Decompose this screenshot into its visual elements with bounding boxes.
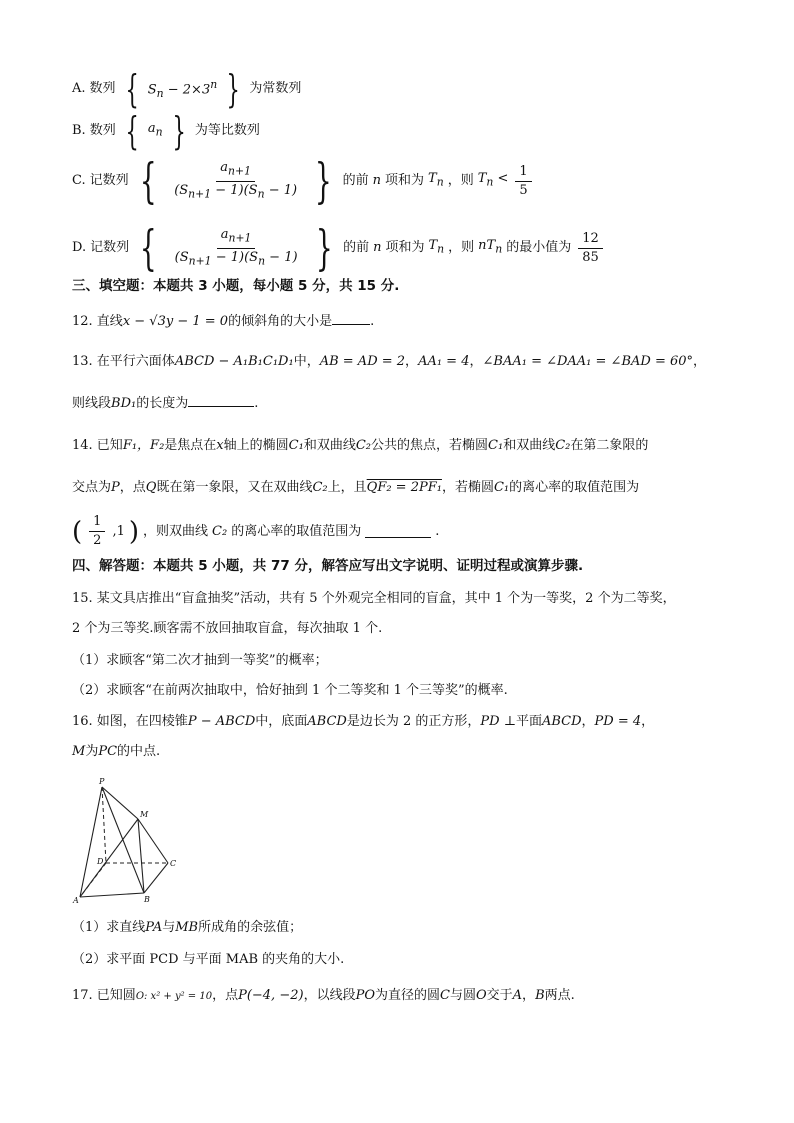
option-d-post: 的最小值为 — [506, 240, 572, 255]
q12-pre: 12. 直线 — [72, 314, 123, 329]
q17-circle-eq: O: x² + y² = 10 — [135, 991, 213, 1002]
label-b: B — [144, 895, 150, 904]
q14-foci: F₁，F₂ — [122, 438, 165, 453]
q14-answer-blank[interactable] — [365, 525, 431, 538]
q14-b: 是焦点在 — [164, 438, 217, 453]
option-d-t: $T_n$ — [428, 238, 445, 256]
q14-vector-eq: QF₂ = 2PF₁ — [366, 480, 442, 495]
option-d-nt: $nT_n$ — [478, 238, 503, 256]
q16-pa: PA — [145, 920, 163, 935]
option-a-post: 为常数列 — [249, 81, 302, 96]
question-13-line-2 — [72, 394, 258, 414]
option-c-bound: $\frac{1}{5}$ — [515, 164, 531, 199]
left-brace-icon: { — [125, 109, 139, 153]
q14-l2-c: 既在第一象限，又在双曲线 — [156, 480, 313, 495]
label-p: P — [99, 777, 105, 786]
q16-p1-c: 所成角的余弦值； — [198, 920, 303, 935]
label-a: A — [73, 896, 79, 905]
option-d-mid: 的前 — [343, 240, 370, 255]
option-c-mid2: 项和为 — [385, 173, 425, 188]
section-heading-solutions: 四、解答题：本题共 5 小题，共 77 分，解答应写出文字说明、证明过程或演算步骤. — [72, 558, 584, 574]
question-16-line-1 — [72, 712, 654, 732]
option-c-n: n — [372, 173, 382, 188]
q16-l2-a: 为 — [85, 744, 99, 759]
q16-a: 中，底面 — [255, 714, 308, 729]
q16-c: 平面 — [515, 714, 542, 729]
q14-q: Q — [145, 480, 157, 495]
option-b — [72, 109, 260, 153]
q14-g: 在第二象限的 — [570, 438, 649, 453]
pyramid-diagram — [72, 775, 192, 905]
q14-x: x — [216, 438, 224, 453]
left-brace-icon: { — [124, 67, 139, 111]
right-brace-icon: } — [314, 153, 332, 209]
q13-answer-blank[interactable] — [188, 394, 254, 407]
q14-l3-c2: C₂ — [212, 523, 228, 539]
q13-ab-ad: AB = AD = 2 — [319, 354, 406, 369]
label-m: M — [140, 810, 149, 819]
q14-c1: C₁ — [288, 438, 304, 453]
q14-c1b: C₁ — [488, 438, 504, 453]
q13-sep-2: ， — [469, 354, 483, 369]
question-14-line-2 — [72, 478, 639, 498]
q14-l3-end: . — [435, 523, 440, 539]
option-d-fraction: $\frac{a_{n+1}}{(S_{n+1} - 1)(S_n - 1)}$ — [174, 226, 298, 268]
q17-point: P(−4, −2) — [238, 988, 304, 1003]
left-brace-icon: { — [139, 220, 157, 276]
question-15-part-1: （1）求顾客“第二次才抽到一等奖”的概率； — [72, 653, 328, 668]
q14-c2: C₂ — [355, 438, 372, 453]
q16-p1-a: （1）求直线 — [72, 920, 146, 935]
option-b-post: 为等比数列 — [194, 123, 260, 138]
q13-aa1: AA₁ = 4 — [418, 354, 470, 369]
q14-l2-f: 的离心率的取值范围为 — [509, 480, 640, 495]
q14-l2-c1: C₁ — [493, 480, 510, 495]
q14-l2-b: ，点 — [119, 480, 146, 495]
option-b-math: $a_n$ — [147, 121, 163, 139]
q14-f2: 和双曲线 — [503, 438, 556, 453]
q14-l3-b: 的离心率的取值范围为 — [231, 523, 362, 539]
q14-range-fraction: $\frac{1}{2}$ — [89, 514, 105, 549]
option-b-pre: 数列 — [89, 123, 116, 138]
q16-m: M — [72, 744, 86, 759]
section-heading-fill-in: 三、填空题：本题共 3 小题，每小题 5 分，共 15 分. — [72, 278, 400, 294]
q13-l2-pre: 则线段 — [72, 396, 112, 411]
q16-pd: PD = 4 — [594, 714, 642, 729]
option-c — [72, 153, 535, 209]
option-d-n: n — [373, 240, 382, 255]
q16-pre: 16. 如图，在四棱锥 — [72, 714, 188, 729]
q17-d: 与圆 — [449, 988, 476, 1003]
left-paren-icon: ( — [72, 516, 83, 547]
q16-pc: PC — [98, 744, 118, 759]
question-14-line-1 — [72, 436, 648, 456]
q16-pyramid: P − ABCD — [187, 714, 256, 729]
q13-l2-post: 的长度为 — [136, 396, 189, 411]
question-15-line-2: 2 个为三等奖.顾客需不放回抽取盲盒，每次抽取 1 个. — [72, 621, 383, 636]
label-c: C — [170, 859, 177, 868]
q17-c: 为直径的圆 — [374, 988, 440, 1003]
q13-angles: ∠BAA₁ = ∠DAA₁ = ∠BAD = 60° — [482, 354, 694, 369]
q13-mid: 中， — [293, 354, 320, 369]
option-c-mid: 的前 — [342, 173, 369, 188]
q17-b: ，以线段 — [303, 988, 356, 1003]
q16-l2-b: 的中点. — [117, 744, 161, 759]
q14-pre: 14. 已知 — [72, 438, 123, 453]
q14-p: P — [111, 480, 120, 495]
option-a-pre: 数列 — [89, 81, 116, 96]
option-c-t2: $T_n$ < — [477, 171, 509, 189]
q14-l2-c2: C₂ — [312, 480, 328, 495]
q14-c: 轴上的椭圆 — [223, 438, 289, 453]
q12-answer-blank[interactable] — [332, 312, 370, 325]
q17-po: PO — [355, 988, 375, 1003]
q17-o: O — [475, 988, 487, 1003]
q14-l2-a: 交点为 — [72, 480, 112, 495]
q16-p1-b: 与 — [162, 920, 176, 935]
q16-d: ， — [581, 714, 595, 729]
q13-bd1: BD₁ — [111, 396, 137, 411]
q17-A: A — [512, 988, 523, 1003]
q16-e: ， — [641, 714, 655, 729]
right-brace-icon: } — [315, 220, 333, 276]
option-d-comma: ，则 — [448, 240, 475, 255]
label-d: D — [97, 857, 104, 866]
option-d-mid2: 项和为 — [385, 240, 425, 255]
question-12 — [72, 312, 374, 332]
q14-l2-d: 上，且 — [327, 480, 367, 495]
right-brace-icon: } — [172, 109, 186, 153]
q17-cc: C — [440, 988, 450, 1003]
option-a-math: $S_n - 2\times 3^n$ — [147, 77, 218, 100]
option-c-pre: 记数列 — [89, 173, 129, 188]
question-15-line-1: 15. 某文具店推出“盲盒抽奖”活动，共有 5 个外观完全相同的盲盒，其中 1 个为一等奖，2 个为二等奖， — [72, 591, 676, 606]
option-a — [72, 67, 302, 111]
q17-a: ，点 — [212, 988, 239, 1003]
option-c-t: $T_n$ — [428, 171, 444, 189]
q16-mb: MB — [175, 920, 199, 935]
q14-c2b: C₂ — [555, 438, 571, 453]
q17-B: B — [535, 988, 545, 1003]
q17-f: ， — [522, 988, 536, 1003]
q12-post: 的倾斜角的大小是 — [228, 314, 333, 329]
option-c-fraction: $\frac{a_{n+1}}{(S_{n+1} - 1)(S_n - 1)}$ — [174, 159, 298, 201]
question-16-part-2: （2）求平面 PCD 与平面 MAB 的夹角的大小. — [72, 952, 345, 967]
q16-base: ABCD — [307, 714, 347, 729]
q13-sep: ， — [405, 354, 419, 369]
question-16-line-2 — [72, 742, 160, 762]
q16-perp: PD ⊥ — [480, 714, 516, 729]
q17-e: 交于 — [486, 988, 513, 1003]
q14-l3-a: ，则双曲线 — [143, 523, 209, 539]
pyramid-figure — [72, 775, 192, 909]
left-brace-icon: { — [139, 153, 157, 209]
question-15-part-2: （2）求顾客“在前两次抽取中，恰好抽到 1 个二等奖和 1 个三等奖”的概率. — [72, 683, 508, 698]
right-paren-icon: ) — [128, 516, 139, 547]
q14-d: 和双曲线 — [303, 438, 356, 453]
option-a-label: A. — [72, 81, 86, 96]
question-14-line-3 — [72, 514, 439, 549]
q16-b: 是边长为 2 的正方形， — [346, 714, 481, 729]
question-16-part-1 — [72, 918, 302, 938]
option-c-label: C. — [72, 173, 86, 188]
option-d-min: $\frac{12}{85}$ — [578, 231, 603, 266]
q16-plane: ABCD — [541, 714, 582, 729]
q13-pre: 13. 在平行六面体 — [72, 354, 175, 369]
option-b-label: B. — [72, 123, 86, 138]
q13-sep-3: ， — [693, 354, 707, 369]
option-d-pre: 记数列 — [90, 240, 130, 255]
question-17 — [72, 986, 575, 1007]
q17-pre: 17. 已知圆 — [72, 988, 136, 1003]
q13-solid: ABCD − A₁B₁C₁D₁ — [174, 354, 294, 369]
option-d-label: D. — [72, 240, 87, 255]
q12-end: . — [370, 314, 375, 329]
option-c-comma: ，则 — [447, 173, 474, 188]
option-d — [72, 220, 606, 276]
q14-e: 公共的焦点，若椭圆 — [371, 438, 489, 453]
right-brace-icon: } — [226, 67, 240, 111]
q14-l2-e: ，若椭圆 — [441, 480, 494, 495]
question-13-line-1 — [72, 352, 706, 372]
q13-l2-end: . — [254, 396, 259, 411]
q17-g: 两点. — [544, 988, 575, 1003]
q12-equation: x − √3y − 1 = 0 — [122, 314, 229, 329]
q14-range-end: ,1 — [112, 523, 125, 539]
